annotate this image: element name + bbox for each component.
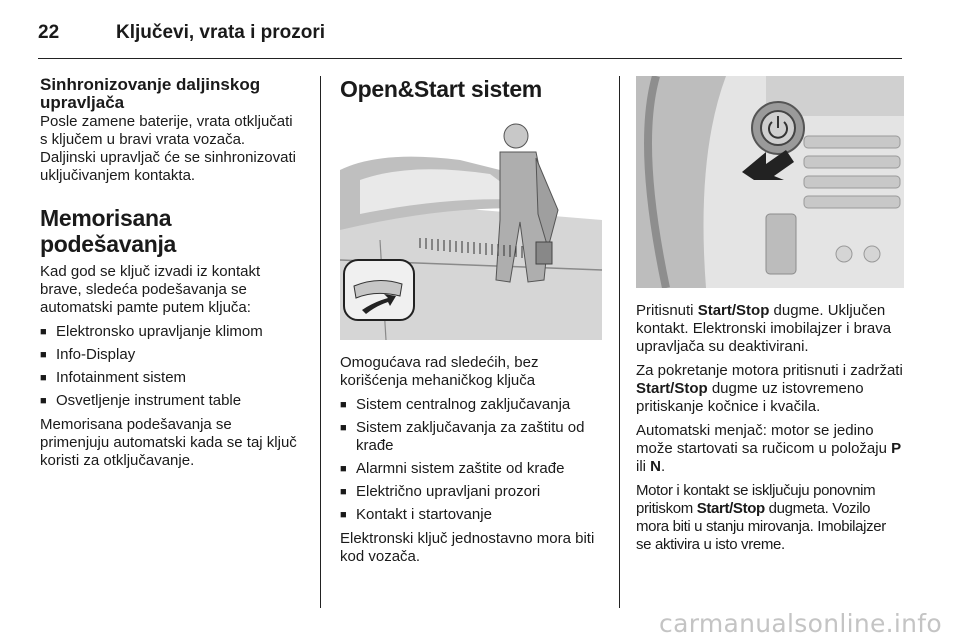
list-item: ■ Alarmni sistem zaštite od krađe — [340, 460, 610, 478]
memory-outro: Memorisana podešavanja se primenjuju automatski kada se taj ključ koristi za otključavanje. — [40, 416, 297, 469]
column-middle — [340, 76, 610, 572]
key-label: Start/Stop — [697, 302, 770, 319]
open-start-list — [340, 396, 610, 524]
paragraph-3: Automatski menjač: motor se jedino može startovati sa ručicom u položaju P ili N. — [636, 422, 902, 475]
memory-list — [40, 323, 302, 410]
sync-heading: Sinhronizovanje daljinskog upravljača — [40, 75, 261, 112]
paragraph-1: Pritisnuti Start/Stop dugme. Uključen kontakt. Elektronski imobilajzer i brava upravljača su deaktivirani. — [636, 302, 892, 355]
key-label: Start/Stop — [696, 500, 765, 517]
list-item: ■ Elektronsko upravljanje klimom — [40, 323, 302, 341]
list-item: ■ Električno upravljani prozori — [340, 483, 610, 501]
open-start-intro: Omogućava rad sledećih, bez korišćenja mehaničkog ključa — [340, 354, 539, 389]
gear-p-label: P — [891, 440, 902, 457]
key-label: Start/Stop — [636, 380, 708, 397]
column-divider — [619, 76, 620, 608]
list-item: ■ Info-Display — [40, 346, 302, 364]
column-left — [40, 76, 302, 476]
sync-paragraph: Posle zamene baterije, vrata otključati s ključem u bravi vrata vozača. Daljinski upravljač će se sinhronizovati uključivanjem kontakta. — [40, 113, 296, 184]
column-divider — [320, 76, 321, 608]
open-start-heading: Open&Start sistem — [340, 76, 542, 102]
door-unlock-illustration — [340, 110, 602, 340]
page-number: 22 — [38, 22, 60, 43]
paragraph-2: Za pokretanje motora pritisnuti i zadržati Start/Stop dugme uz istovremeno pritiskanje kočnice i kvačila. — [636, 362, 903, 415]
start-stop-button-illustration — [636, 76, 904, 288]
gear-n-label: N — [650, 458, 662, 475]
list-item: ■ Osvetljenje instrument table — [40, 392, 302, 410]
page-header — [38, 18, 902, 48]
column-right — [636, 76, 904, 560]
memory-intro: Kad god se ključ izvadi iz kontakt brave, sledeća podešavanja se automatski pamte putem ključa: — [40, 263, 261, 316]
header-divider — [38, 58, 902, 59]
page-title: Ključevi, vrata i prozori — [116, 22, 326, 43]
open-start-outro: Elektronski ključ jednostavno mora biti kod vozača. — [340, 530, 595, 565]
memory-heading: Memorisana podešavanja — [40, 205, 177, 257]
paragraph-4: Motor i kontakt se isključuju ponovnim pritiskom Start/Stop dugmeta. Vozilo mora biti u stanju mirovanja. Imobilajzer se aktivira u isto vreme. — [636, 482, 886, 553]
list-item: ■ Infotainment sistem — [40, 369, 302, 387]
list-item: ■ Sistem centralnog zaključavanja — [340, 396, 610, 414]
list-item: ■ Sistem zaključavanja za zaštitu od krađe — [340, 419, 610, 455]
watermark: carmanualsonline.info — [659, 609, 942, 638]
list-item: ■ Kontakt i startovanje — [340, 506, 610, 524]
